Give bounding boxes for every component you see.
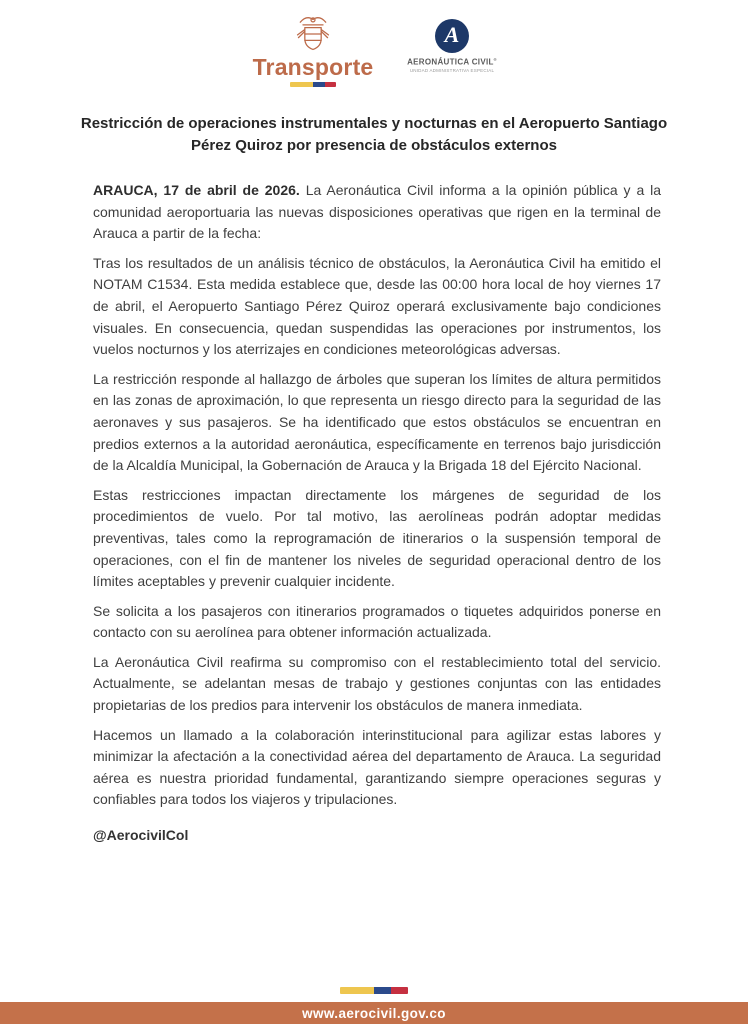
paragraph: Hacemos un llamado a la colaboración interinstitucional para agilizar estas labores y minimizar la afectación a la conectividad aérea del departamento de Arauca. La seguridad aérea es nuestra prioridad fundamental, garantizando siempre operaciones seguras y confiables para todos los viajeros y tripulaciones. (93, 726, 661, 808)
footer-url-bar (0, 1002, 748, 1024)
social-handle: @AerocivilCol (93, 827, 189, 844)
registered-mark: ® (493, 57, 497, 62)
flag-yellow-stripe (290, 82, 313, 87)
footer-colombia-flag-bar (340, 987, 408, 994)
document-body (93, 180, 661, 847)
page-title (74, 113, 674, 157)
website-url: www.aerocivil.gov.co (302, 1005, 446, 1021)
flag-red-stripe (325, 82, 337, 87)
aerocivil-logo (404, 14, 500, 73)
colombia-coat-of-arms-icon (294, 14, 332, 54)
page-title-line-2: Pérez Quiroz por presencia de obstáculos externos (191, 137, 557, 154)
aerocivil-subtitle: UNIDAD ADMINISTRATIVA ESPECIAL (409, 67, 495, 73)
aerocivil-a-icon (435, 19, 469, 53)
flag-red-stripe (391, 987, 408, 994)
transporte-logo (248, 14, 378, 87)
flag-blue-stripe (313, 82, 325, 87)
aerocivil-letter: A (444, 22, 460, 47)
aerocivil-wordmark: AERONÁUTICA CIVIL® (407, 57, 497, 67)
colombia-flag-bar (290, 82, 336, 87)
paragraph: La Aeronáutica Civil reafirma su compromiso con el restablecimiento total del servicio. Actualmente, se adelantan mesas de trabajo y gestiones conjuntas con las entidades propietarias de los predios para intervenir los obstáculos de manera inmediata. (93, 653, 661, 714)
page-title-line-1: Restricción de operaciones instrumentales y nocturnas en el Aeropuerto Santiago (80, 115, 668, 132)
flag-yellow-stripe (340, 987, 374, 994)
paragraph: Tras los resultados de un análisis técnico de obstáculos, la Aeronáutica Civil ha emitido el NOTAM C1534. Esta medida establece que, desde las 00:00 hora local de hoy viernes 17 de abril, el Aeropuerto Santiago Pérez Quiroz operará exclusivamente bajo condiciones visuales. En consecuencia, quedan suspendidas las operaciones por instrumentos, los vuelos nocturnos y los aterrizajes en condiciones meteorológicas adversas. (93, 254, 661, 358)
flag-blue-stripe (374, 987, 391, 994)
paragraph-text: La Aeronáutica Civil informa a la opinión pública y a la comunidad aeroportuaria las nuevas disposiciones operativas que rigen en la terminal de Arauca a partir de la fecha: (93, 182, 661, 242)
paragraph: La restricción responde al hallazgo de árboles que superan los límites de altura permitidos en las zonas de aproximación, lo que representa un riesgo directo para la seguridad de las aeronaves y sus pasajeros. Se ha identificado que estos obstáculos se encuentran en predios externos a la autoridad aeronáutica, específicamente en terrenos bajo jurisdicción de la Alcaldía Municipal, la Gobernación de Arauca y la Brigada 18 del Ejército Nacional. (93, 370, 661, 474)
letterhead (0, 0, 748, 87)
dateline: ARAUCA, 17 de abril de 2026. (93, 182, 300, 198)
paragraph-dateline (93, 180, 661, 245)
paragraph: Estas restricciones impactan directamente los márgenes de seguridad de los procedimientos de vuelo. Por tal motivo, las aerolíneas podrán adoptar medidas preventivas, tales como la reprogramación de itinerarios o la suspensión temporal de operaciones, con el fin de mantener los niveles de seguridad operacional dentro de los límites aceptables y prevenir cualquier incidente. (93, 486, 661, 590)
paragraph: Se solicita a los pasajeros con itinerarios programados o tiquetes adquiridos ponerse en contacto con su aerolínea para obtener información actualizada. (93, 602, 661, 641)
transporte-wordmark: Transporte (252, 54, 374, 80)
